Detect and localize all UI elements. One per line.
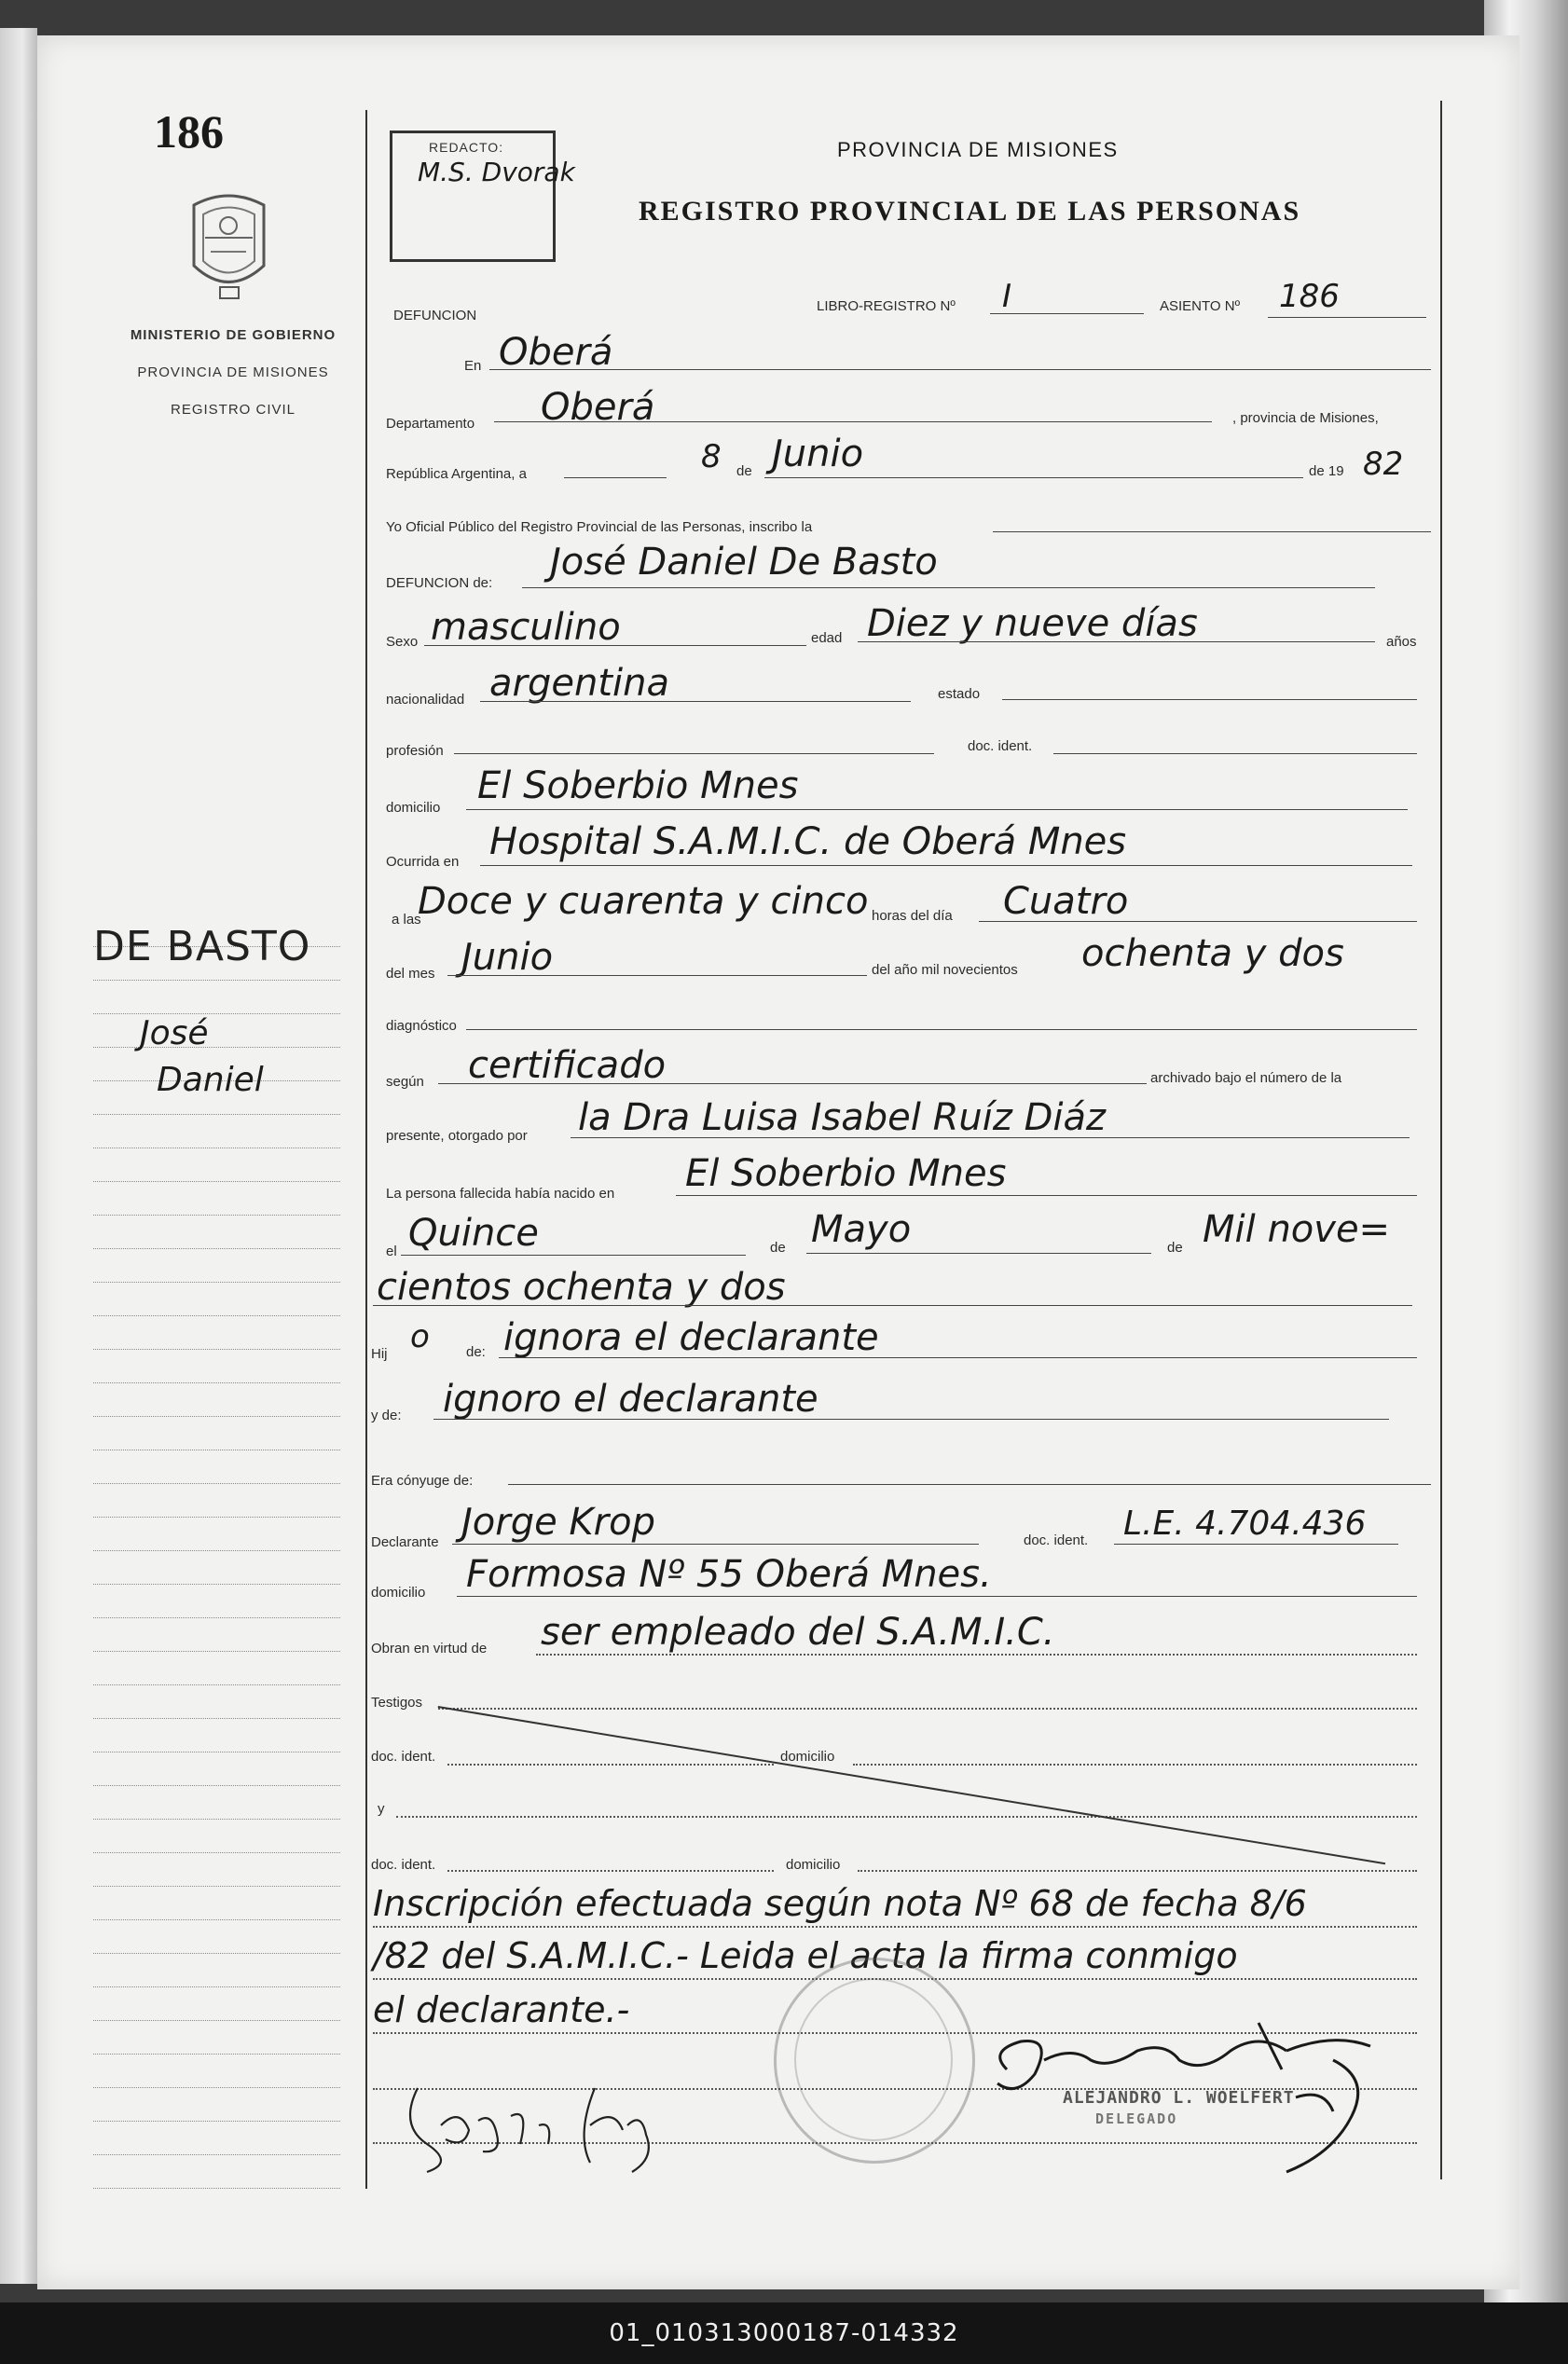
decl-domicilio-label: domicilio <box>371 1585 426 1601</box>
book-edge-left <box>0 28 37 2284</box>
archivado-label: archivado bajo el número de la <box>1150 1070 1342 1086</box>
decl-domicilio-value: Formosa Nº 55 Oberá Mnes. <box>466 1553 992 1596</box>
t2-domicilio-line <box>858 1870 1417 1872</box>
libro-line <box>990 313 1144 314</box>
domicilio-line <box>466 809 1408 810</box>
y-de-label: y de: <box>371 1408 402 1423</box>
departamento-line <box>494 421 1212 422</box>
nac-year-value-2: cientos ochenta y dos <box>377 1266 786 1309</box>
republica-label: República Argentina, a <box>386 466 527 482</box>
obran-line <box>536 1654 1417 1656</box>
presente-label: presente, otorgado por <box>386 1128 528 1144</box>
en-value: Oberá <box>499 331 613 374</box>
anio-value: ochenta y dos <box>1081 932 1344 975</box>
libro-label: LIBRO-REGISTRO Nº <box>817 298 956 314</box>
nacionalidad-line <box>480 701 911 702</box>
anio-label: del año mil novecientos <box>872 962 1018 978</box>
deceased-name: José Daniel De Basto <box>550 541 938 584</box>
doc-ident-label: doc. ident. <box>968 738 1033 754</box>
edad-value: Diez y nueve días <box>867 602 1198 645</box>
en-line <box>489 369 1431 370</box>
day-line <box>564 477 667 478</box>
year-label: de 19 <box>1309 463 1344 479</box>
declarante-line <box>452 1544 979 1545</box>
departamento-label: Departamento <box>386 416 475 432</box>
mes-line <box>447 975 867 976</box>
estado-line <box>1002 699 1417 700</box>
domicilio-value: El Soberbio Mnes <box>477 764 799 807</box>
margin-rule-right <box>1440 101 1442 2179</box>
redacto-value: M.S. Dvorak <box>418 157 575 187</box>
conyuge-label: Era cónyuge de: <box>371 1473 474 1489</box>
defuncion-heading: DEFUNCION <box>393 308 477 323</box>
t-domicilio-line <box>853 1764 1417 1766</box>
t2-doc-label: doc. ident. <box>371 1857 436 1873</box>
registry-stamp-inner <box>794 1978 953 2141</box>
month-value: Junio <box>772 433 864 475</box>
official-stamp-name: ALEJANDRO L. WOELFERT <box>1063 2088 1295 2108</box>
t-doc-label: doc. ident. <box>371 1749 436 1765</box>
t-domicilio-label: domicilio <box>780 1749 835 1765</box>
segun-label: según <box>386 1074 424 1090</box>
testigos-line <box>438 1708 1417 1710</box>
conyuge-line <box>508 1484 1431 1485</box>
ministry-line-2: PROVINCIA DE MISIONES <box>137 364 329 380</box>
presente-line <box>571 1137 1410 1138</box>
defuncion-de-label: DEFUNCION de: <box>386 575 493 591</box>
hij-label: Hij <box>371 1346 388 1362</box>
a-las-label: a las <box>392 912 421 928</box>
t-y-line <box>396 1816 1417 1818</box>
asiento-value: 186 <box>1279 278 1340 315</box>
margin-given-name-1: José <box>140 1014 209 1052</box>
edad-label: edad <box>811 630 843 646</box>
profesion-line <box>454 753 934 754</box>
padre-line <box>499 1357 1417 1358</box>
oficial-line <box>993 531 1431 532</box>
nota-line-2: /82 del S.A.M.I.C.- Leida el acta la firma conmigo <box>373 1935 1238 1976</box>
sexo-label: Sexo <box>386 634 419 650</box>
horas-del-dia-label: horas del día <box>872 908 953 924</box>
provincia-suffix: , provincia de Misiones, <box>1232 410 1379 426</box>
declarant-signature <box>390 2069 688 2181</box>
nacido-value: El Soberbio Mnes <box>685 1152 1007 1195</box>
del-mes-label: del mes <box>386 966 435 982</box>
registry-title: REGISTRO PROVINCIAL DE LAS PERSONAS <box>639 196 1301 227</box>
el-label: el <box>386 1244 397 1259</box>
year-value: 82 <box>1363 446 1404 483</box>
nac-de2-label: de <box>1167 1240 1183 1256</box>
padre-value: ignora el declarante <box>503 1316 879 1359</box>
madre-line <box>433 1419 1389 1420</box>
month-line <box>764 477 1303 478</box>
nac-month-value: Mayo <box>811 1208 912 1251</box>
sexo-line <box>424 645 806 646</box>
official-stamp-title: DELEGADO <box>1095 2110 1178 2127</box>
decl-domicilio-line <box>457 1596 1417 1597</box>
estado-label: estado <box>938 686 981 702</box>
nota-rule-1 <box>373 1926 1417 1928</box>
margin-ruled-lines <box>93 914 340 2189</box>
domicilio-label: domicilio <box>386 800 441 816</box>
nac-day-value: Quince <box>408 1212 539 1255</box>
decl-doc-value: L.E. 4.704.436 <box>1123 1505 1367 1543</box>
sexo-value: masculino <box>431 606 621 649</box>
mes-value: Junio <box>461 936 554 979</box>
ministry-line-1: MINISTERIO DE GOBIERNO <box>130 327 337 343</box>
asiento-line <box>1268 317 1426 318</box>
nac-day-line <box>401 1255 746 1256</box>
coat-of-arms-icon <box>185 186 273 303</box>
t-doc-line <box>447 1764 774 1766</box>
hij-value: o <box>410 1318 430 1355</box>
anos-label: años <box>1386 634 1417 650</box>
day-value: 8 <box>701 438 722 475</box>
nac-year-line <box>373 1305 1412 1306</box>
profesion-label: profesión <box>386 743 444 759</box>
hij-de-label: de: <box>466 1344 486 1360</box>
margin-rule-left <box>365 110 367 2189</box>
obran-label: Obran en virtud de <box>371 1641 488 1656</box>
diagnostico-line <box>466 1029 1417 1030</box>
t2-doc-line <box>447 1870 774 1872</box>
margin-given-name-2: Daniel <box>157 1061 264 1099</box>
de-label: de <box>736 463 752 479</box>
folio-number: 186 <box>154 105 224 158</box>
t-y-label: y <box>378 1801 385 1817</box>
asiento-label: ASIENTO Nº <box>1160 298 1241 314</box>
segun-line <box>438 1083 1147 1084</box>
dia-line <box>979 921 1417 922</box>
margin-surname: DE BASTO <box>93 923 311 970</box>
madre-value: ignoro el declarante <box>443 1378 818 1421</box>
doc-ident-line <box>1053 753 1417 754</box>
nota-line-1: Inscripción efectuada según nota Nº 68 de fecha 8/6 <box>373 1883 1307 1924</box>
nota-line-3: el declarante.- <box>373 1989 630 2030</box>
nacionalidad-label: nacionalidad <box>386 692 465 708</box>
nacionalidad-value: argentina <box>489 662 669 705</box>
nacido-line <box>676 1195 1417 1196</box>
image-id-footer: 01_010313000187-014332 <box>0 2302 1568 2364</box>
t2-domicilio-label: domicilio <box>786 1857 841 1873</box>
segun-value: certificado <box>468 1044 667 1087</box>
nac-month-line <box>806 1253 1151 1254</box>
redacto-label: REDACTO: <box>429 140 504 155</box>
departamento-value: Oberá <box>541 386 655 429</box>
nac-de1-label: de <box>770 1240 786 1256</box>
ocurrida-label: Ocurrida en <box>386 854 460 870</box>
diagnostico-label: diagnóstico <box>386 1018 457 1034</box>
declarante-label: Declarante <box>371 1534 439 1550</box>
ocurrida-line <box>480 865 1412 866</box>
declarante-value: Jorge Krop <box>461 1501 655 1544</box>
nacido-label: La persona fallecida había nacido en <box>386 1186 615 1202</box>
province-heading: PROVINCIA DE MISIONES <box>837 138 1119 161</box>
obran-value: ser empleado del S.A.M.I.C. <box>541 1611 1055 1654</box>
decl-doc-label: doc. ident. <box>1024 1532 1089 1548</box>
edad-line <box>858 641 1375 642</box>
presente-value: la Dra Luisa Isabel Ruíz Diáz <box>578 1096 1106 1139</box>
oficial-text: Yo Oficial Público del Registro Provincial de las Personas, inscribo la <box>386 519 813 535</box>
en-label: En <box>464 358 482 374</box>
testigos-label: Testigos <box>371 1695 423 1711</box>
deceased-line <box>522 587 1375 588</box>
ocurrida-value: Hospital S.A.M.I.C. de Oberá Mnes <box>489 820 1127 863</box>
hora-value: Doce y cuarenta y cinco <box>418 880 869 923</box>
libro-value: I <box>1002 278 1012 315</box>
ministry-line-3: REGISTRO CIVIL <box>170 402 296 418</box>
decl-doc-line <box>1114 1544 1398 1545</box>
ministry-caption <box>112 317 354 429</box>
nac-year-value-1: Mil nove= <box>1203 1208 1391 1251</box>
dia-value: Cuatro <box>1003 880 1129 923</box>
